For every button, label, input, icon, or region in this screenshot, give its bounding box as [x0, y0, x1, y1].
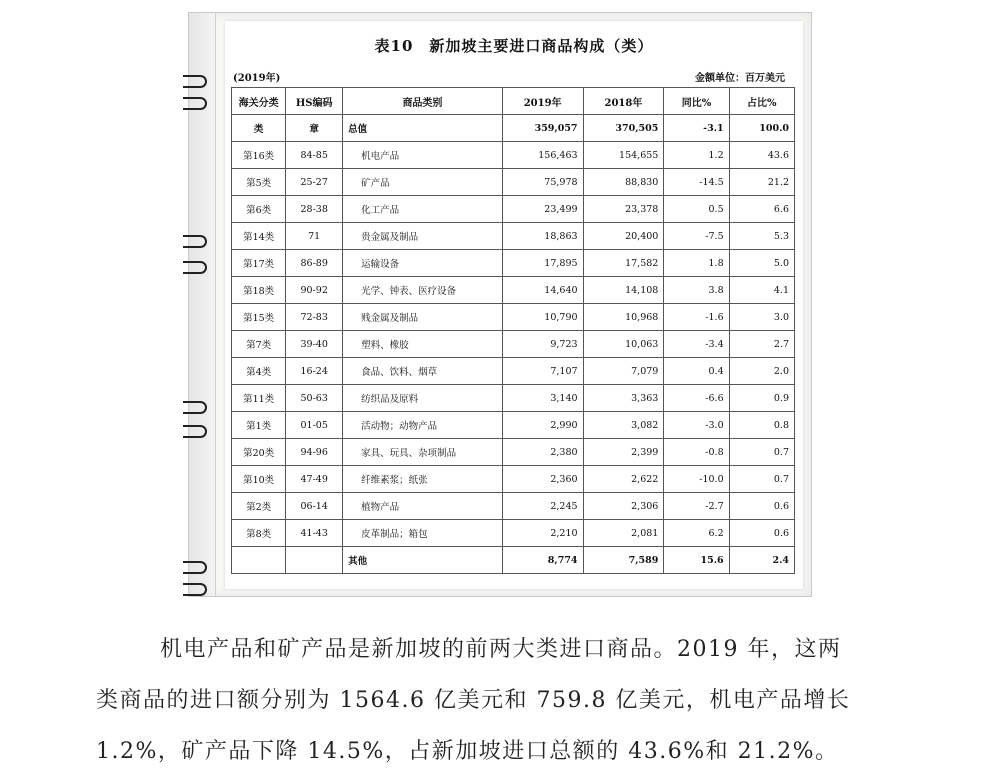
- hs-cell: 47-49: [286, 466, 343, 493]
- notebook-image: [188, 12, 812, 597]
- value-2018-cell: 10,063: [583, 331, 664, 358]
- value-2018-cell: 17,582: [583, 250, 664, 277]
- value-2019-cell: 14,640: [502, 277, 583, 304]
- class-cell: 第10类: [232, 466, 286, 493]
- binder-ring: [183, 97, 207, 110]
- header-cell: 占比%: [729, 88, 794, 115]
- value-2019-cell: 156,463: [502, 142, 583, 169]
- class-cell: 第5类: [232, 169, 286, 196]
- value-2018-cell: 14,108: [583, 277, 664, 304]
- header-cell: 2019年: [502, 88, 583, 115]
- class-cell: 第1类: [232, 412, 286, 439]
- paragraph-line-3: 1.2%，矿产品下降 14.5%，占新加坡进口总额的 43.6%和 21.2%。: [96, 739, 839, 764]
- table-row: [232, 439, 795, 466]
- yoy-cell: -6.6: [664, 385, 729, 412]
- yoy-cell: -10.0: [664, 466, 729, 493]
- class-cell: 第18类: [232, 277, 286, 304]
- name-cell: 活动物；动物产品: [343, 412, 503, 439]
- notebook-spine: [189, 13, 216, 596]
- share-cell: 0.6: [729, 520, 794, 547]
- share-cell: 100.0: [729, 115, 794, 142]
- year-note: (2019年): [233, 73, 281, 84]
- yoy-cell: -14.5: [664, 169, 729, 196]
- class-cell: 第7类: [232, 331, 286, 358]
- hs-cell: 41-43: [286, 520, 343, 547]
- header-row: [232, 88, 795, 115]
- yoy-cell: 0.5: [664, 196, 729, 223]
- share-cell: 0.8: [729, 412, 794, 439]
- name-cell: 光学、钟表、医疗设备: [343, 277, 503, 304]
- binder-ring: [183, 75, 207, 88]
- table-row: [232, 358, 795, 385]
- value-2018-cell: 10,968: [583, 304, 664, 331]
- share-cell: 0.7: [729, 439, 794, 466]
- hs-cell: [286, 547, 343, 574]
- name-cell: 家具、玩具、杂项制品: [343, 439, 503, 466]
- value-2018-cell: 154,655: [583, 142, 664, 169]
- name-cell: 食品、饮料、烟草: [343, 358, 503, 385]
- value-2018-cell: 2,399: [583, 439, 664, 466]
- other-row: [232, 547, 795, 574]
- class-cell: 第8类: [232, 520, 286, 547]
- share-cell: 4.1: [729, 277, 794, 304]
- value-2019-cell: 7,107: [502, 358, 583, 385]
- value-2019-cell: 2,210: [502, 520, 583, 547]
- name-cell: 机电产品: [343, 142, 503, 169]
- hs-cell: 39-40: [286, 331, 343, 358]
- table-row: [232, 223, 795, 250]
- share-cell: 0.7: [729, 466, 794, 493]
- header-cell: 同比%: [664, 88, 729, 115]
- class-cell: 第14类: [232, 223, 286, 250]
- value-2019-cell: 2,360: [502, 466, 583, 493]
- table-row: [232, 304, 795, 331]
- value-2019-cell: 75,978: [502, 169, 583, 196]
- value-2018-cell: 7,079: [583, 358, 664, 385]
- class-cell: 第6类: [232, 196, 286, 223]
- table-page: [225, 21, 803, 589]
- paragraph-line-2: 类商品的进口额分别为 1564.6 亿美元和 759.8 亿美元，机电产品增长: [96, 688, 851, 713]
- hs-cell: 50-63: [286, 385, 343, 412]
- yoy-cell: -0.8: [664, 439, 729, 466]
- table-row: [232, 277, 795, 304]
- table-row: [232, 520, 795, 547]
- hs-cell: 25-27: [286, 169, 343, 196]
- binder-ring: [183, 425, 207, 438]
- yoy-cell: 0.4: [664, 358, 729, 385]
- yoy-cell: 3.8: [664, 277, 729, 304]
- table-row: [232, 412, 795, 439]
- class-cell: 第15类: [232, 304, 286, 331]
- yoy-cell: 15.6: [664, 547, 729, 574]
- binder-ring: [183, 401, 207, 414]
- header-cell: 2018年: [583, 88, 664, 115]
- share-cell: 6.6: [729, 196, 794, 223]
- unit-note: 金额单位：百万美元: [695, 73, 785, 84]
- yoy-cell: -3.4: [664, 331, 729, 358]
- value-2019-cell: 2,380: [502, 439, 583, 466]
- name-cell: 运输设备: [343, 250, 503, 277]
- value-2018-cell: 2,622: [583, 466, 664, 493]
- hs-cell: 06-14: [286, 493, 343, 520]
- hs-cell: 84-85: [286, 142, 343, 169]
- hs-cell: 72-83: [286, 304, 343, 331]
- binder-ring: [183, 261, 207, 274]
- share-cell: 2.0: [729, 358, 794, 385]
- total-row: [232, 115, 795, 142]
- hs-cell: 86-89: [286, 250, 343, 277]
- name-cell: 贵金属及制品: [343, 223, 503, 250]
- yoy-cell: 1.2: [664, 142, 729, 169]
- value-2018-cell: 3,363: [583, 385, 664, 412]
- table-row: [232, 250, 795, 277]
- yoy-cell: 6.2: [664, 520, 729, 547]
- value-2018-cell: 2,081: [583, 520, 664, 547]
- class-cell: 类: [232, 115, 286, 142]
- class-cell: 第4类: [232, 358, 286, 385]
- table-title: 表10 新加坡主要进口商品构成（类）: [374, 37, 654, 55]
- binder-ring: [183, 583, 207, 596]
- hs-cell: 94-96: [286, 439, 343, 466]
- value-2018-cell: 2,306: [583, 493, 664, 520]
- import-table: [231, 87, 795, 574]
- class-cell: 第16类: [232, 142, 286, 169]
- yoy-cell: -2.7: [664, 493, 729, 520]
- share-cell: 5.0: [729, 250, 794, 277]
- table-row: [232, 169, 795, 196]
- header-cell: HS编码: [286, 88, 343, 115]
- name-cell: 纤维素浆；纸张: [343, 466, 503, 493]
- share-cell: 43.6: [729, 142, 794, 169]
- value-2019-cell: 18,863: [502, 223, 583, 250]
- name-cell: 纺织品及原料: [343, 385, 503, 412]
- yoy-cell: 1.8: [664, 250, 729, 277]
- class-cell: [232, 547, 286, 574]
- name-cell: 植物产品: [343, 493, 503, 520]
- header-cell: 海关分类: [232, 88, 286, 115]
- value-2019-cell: 8,774: [502, 547, 583, 574]
- name-cell: 皮革制品；箱包: [343, 520, 503, 547]
- table-row: [232, 466, 795, 493]
- value-2018-cell: 3,082: [583, 412, 664, 439]
- value-2019-cell: 3,140: [502, 385, 583, 412]
- name-cell: 化工产品: [343, 196, 503, 223]
- value-2018-cell: 23,378: [583, 196, 664, 223]
- name-cell: 其他: [343, 547, 503, 574]
- value-2019-cell: 359,057: [502, 115, 583, 142]
- yoy-cell: -3.0: [664, 412, 729, 439]
- value-2018-cell: 7,589: [583, 547, 664, 574]
- table-row: [232, 196, 795, 223]
- table-row: [232, 385, 795, 412]
- hs-cell: 28-38: [286, 196, 343, 223]
- hs-cell: 章: [286, 115, 343, 142]
- value-2019-cell: 17,895: [502, 250, 583, 277]
- header-cell: 商品类别: [343, 88, 503, 115]
- hs-cell: 16-24: [286, 358, 343, 385]
- share-cell: 0.9: [729, 385, 794, 412]
- value-2018-cell: 370,505: [583, 115, 664, 142]
- value-2019-cell: 2,245: [502, 493, 583, 520]
- class-cell: 第11类: [232, 385, 286, 412]
- yoy-cell: -3.1: [664, 115, 729, 142]
- hs-cell: 90-92: [286, 277, 343, 304]
- share-cell: 2.4: [729, 547, 794, 574]
- share-cell: 5.3: [729, 223, 794, 250]
- name-cell: 贱金属及制品: [343, 304, 503, 331]
- value-2019-cell: 10,790: [502, 304, 583, 331]
- binder-ring: [183, 561, 207, 574]
- share-cell: 2.7: [729, 331, 794, 358]
- hs-cell: 01-05: [286, 412, 343, 439]
- name-cell: 总值: [343, 115, 503, 142]
- table-row: [232, 331, 795, 358]
- name-cell: 塑料、橡胶: [343, 331, 503, 358]
- value-2018-cell: 20,400: [583, 223, 664, 250]
- name-cell: 矿产品: [343, 169, 503, 196]
- value-2018-cell: 88,830: [583, 169, 664, 196]
- value-2019-cell: 9,723: [502, 331, 583, 358]
- class-cell: 第17类: [232, 250, 286, 277]
- hs-cell: 71: [286, 223, 343, 250]
- share-cell: 3.0: [729, 304, 794, 331]
- class-cell: 第2类: [232, 493, 286, 520]
- table-row: [232, 493, 795, 520]
- share-cell: 21.2: [729, 169, 794, 196]
- share-cell: 0.6: [729, 493, 794, 520]
- yoy-cell: -1.6: [664, 304, 729, 331]
- table-row: [232, 142, 795, 169]
- value-2019-cell: 23,499: [502, 196, 583, 223]
- yoy-cell: -7.5: [664, 223, 729, 250]
- class-cell: 第20类: [232, 439, 286, 466]
- binder-ring: [183, 235, 207, 248]
- paragraph-line-1: 机电产品和矿产品是新加坡的前两大类进口商品。2019 年，这两: [160, 637, 842, 662]
- value-2019-cell: 2,990: [502, 412, 583, 439]
